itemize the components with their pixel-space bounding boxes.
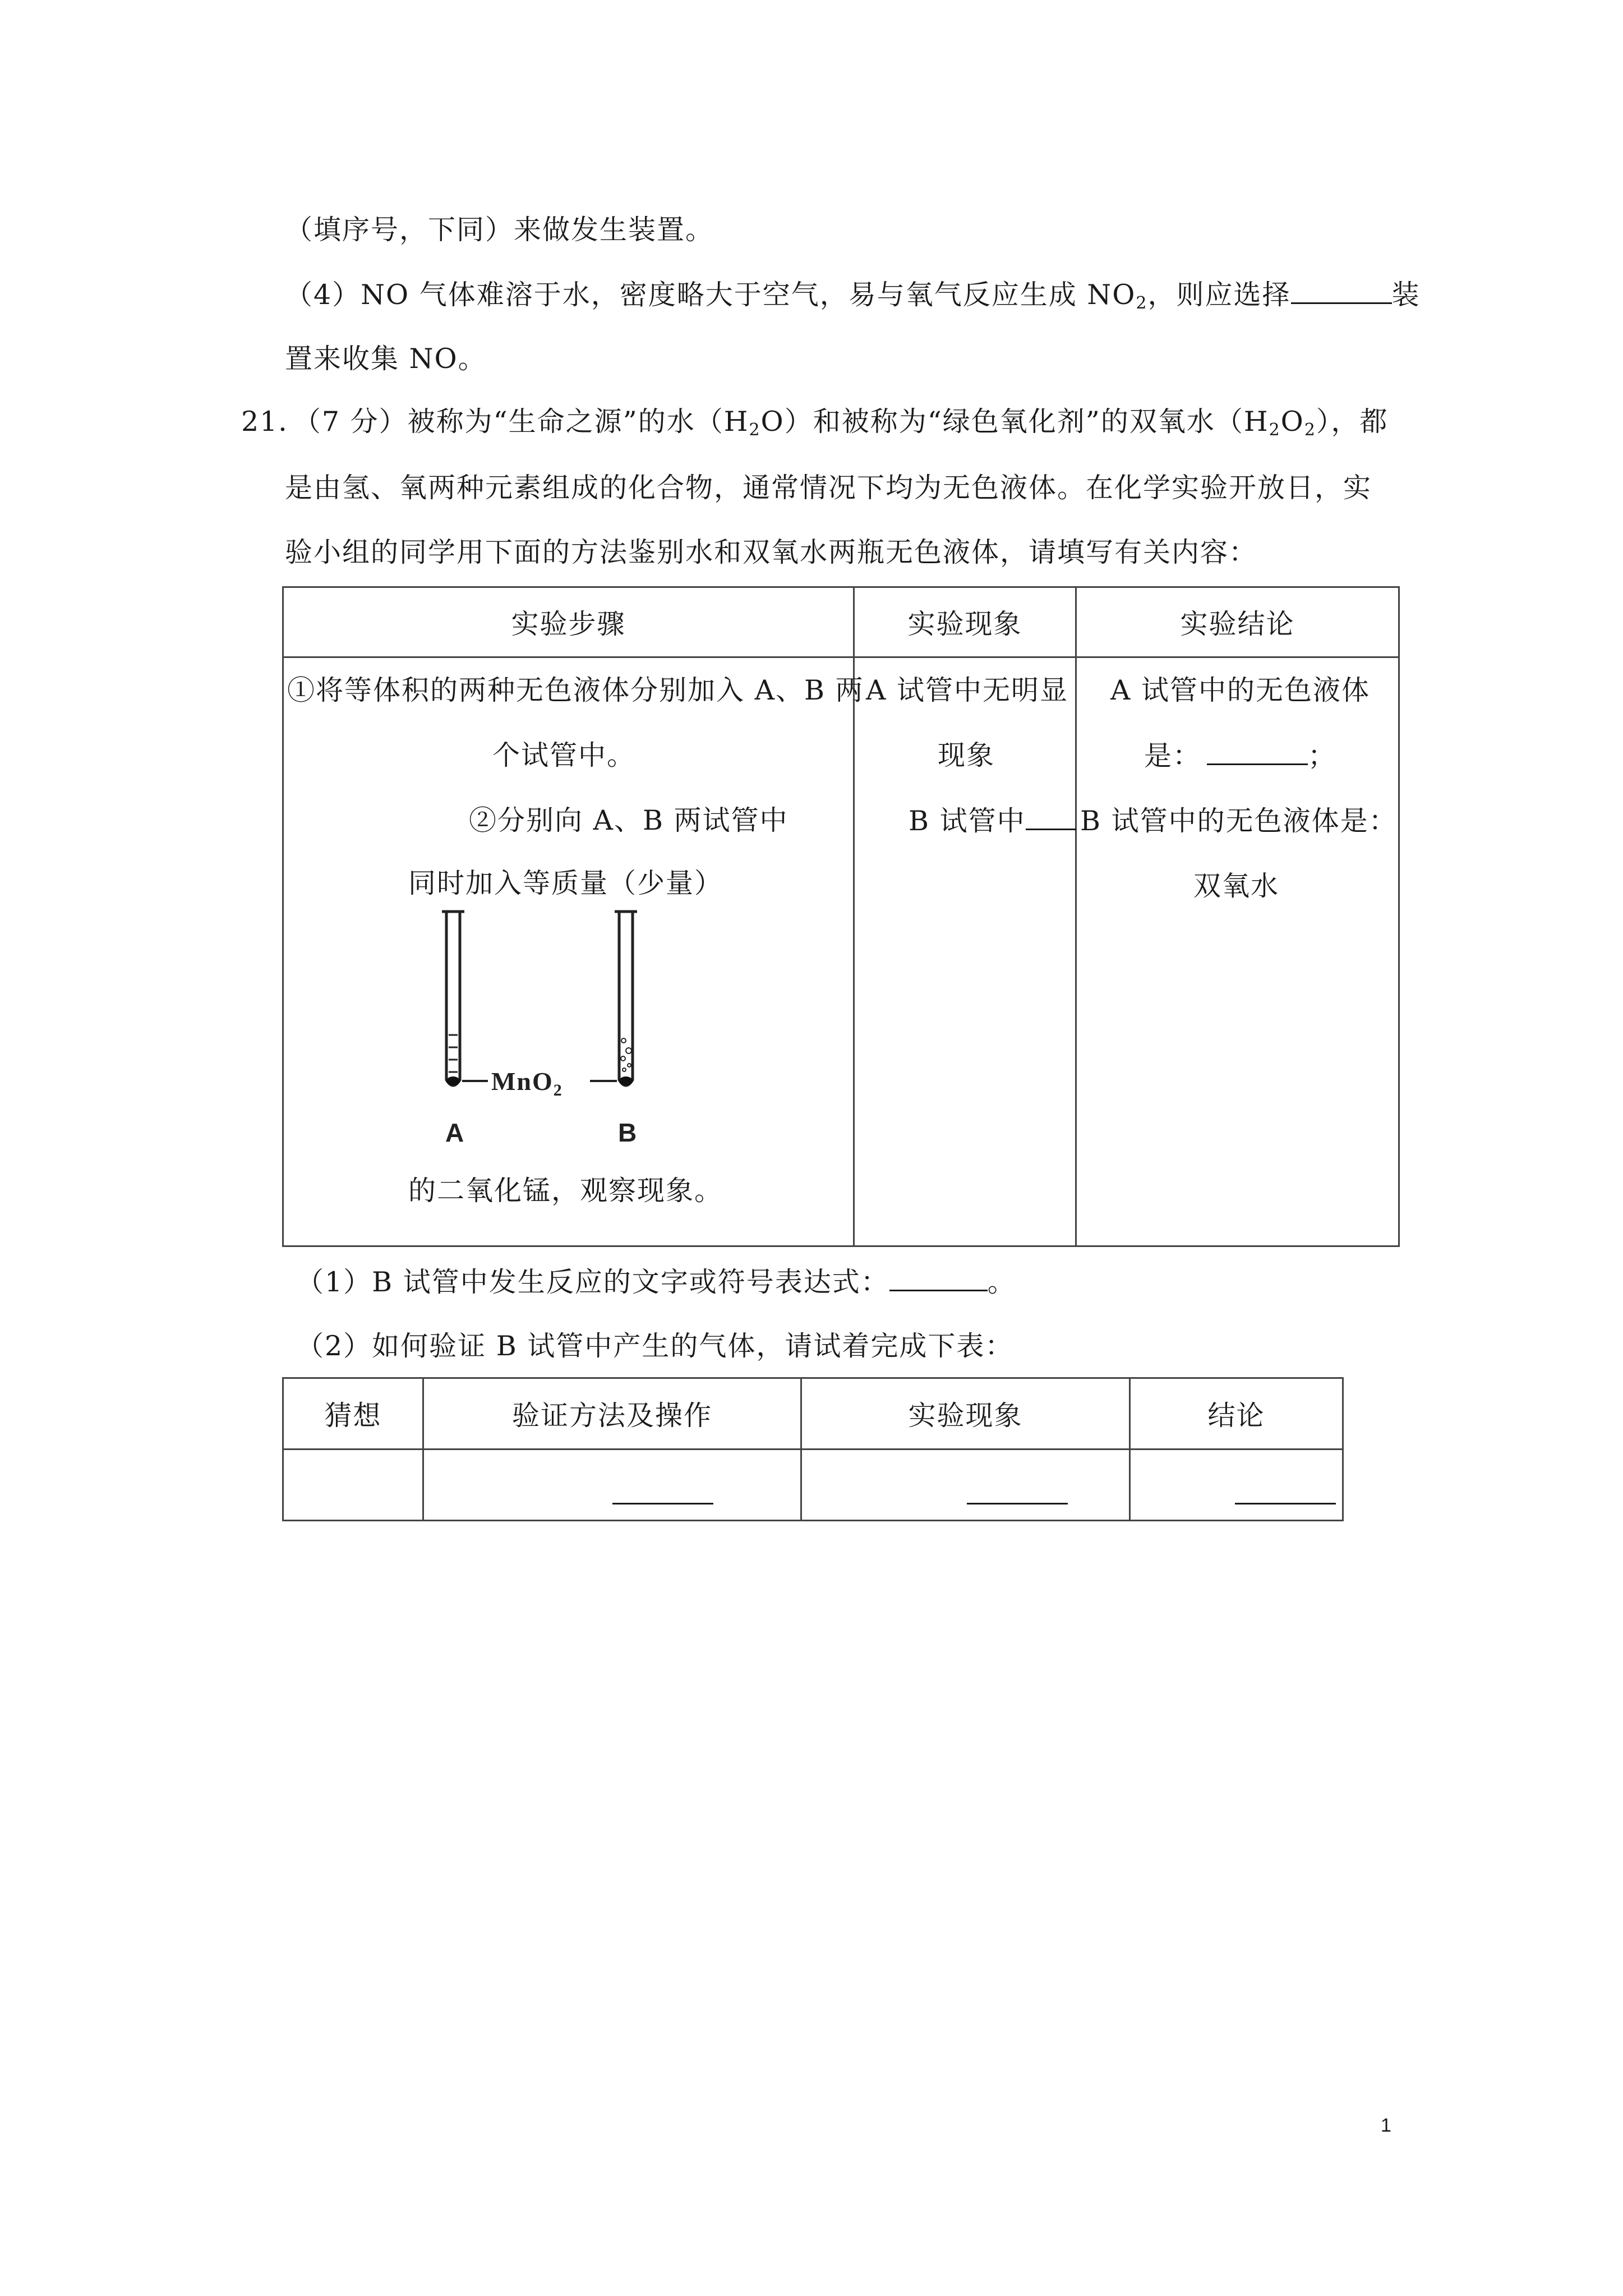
step-cell: [283, 657, 864, 1246]
tube-a-label: A: [445, 1118, 465, 1147]
question-21-text: O: [1280, 406, 1304, 438]
answer-blank[interactable]: [889, 1265, 988, 1291]
step-text-3: ②分别向 A、B 两试管中: [469, 804, 789, 836]
step-text-4: 同时加入等质量（少量）: [408, 867, 723, 899]
sub-question-2-text: （2）如何验证 B 试管中产生的气体，请试着完成下表：: [296, 1330, 1014, 1362]
table-header-row: [283, 1378, 1343, 1450]
question-4-text-line2: 置来收集 NO。: [285, 343, 487, 375]
test-tube-b-icon: [615, 912, 637, 1085]
subscript: 2: [1136, 293, 1148, 313]
answer-blank[interactable]: [1235, 1478, 1336, 1504]
sub-question-2: [296, 1329, 1013, 1363]
conclusion-cell: [1076, 657, 1399, 1246]
answer-blank[interactable]: [1207, 739, 1308, 765]
question-21-line-2: [285, 471, 1372, 505]
sub-question-1: [296, 1265, 1016, 1299]
step-text-5: 的二氧化锰，观察现象。: [408, 1175, 723, 1207]
conclusion-text-2: 是：: [1144, 740, 1202, 772]
step-text-2: 个试管中。: [492, 739, 636, 771]
test-tube-a-icon: [442, 912, 464, 1085]
question-4-line-1: [285, 278, 1421, 313]
table-row: [283, 1450, 1343, 1521]
phenomenon-cell: [854, 657, 1076, 1246]
experiment-table: [282, 586, 1400, 1247]
header-step: 实验步骤: [283, 587, 854, 657]
question-4-text-suffix: ，则应选择: [1147, 279, 1291, 311]
question-21-text: O）和被称为“绿色氧化剂”的双氧水（H: [760, 406, 1269, 438]
question-21-text: 验小组的同学用下面的方法鉴别水和双氧水两瓶无色液体，请填写有关内容：: [285, 536, 1258, 568]
conclusion-cell: [1130, 1450, 1343, 1521]
question-21-text: ），都: [1316, 406, 1389, 438]
conclusion-text-1: A 试管中的无色液体: [1110, 674, 1370, 706]
table-row: [283, 657, 1399, 1246]
conclusion-text-3: B 试管中的无色液体是：: [1080, 805, 1398, 837]
intro-line-1: [285, 213, 714, 247]
phenomenon-cell: [801, 1450, 1130, 1521]
question-21-line-3: [285, 536, 1257, 569]
answer-blank[interactable]: [967, 1478, 1068, 1504]
question-4-text: （4）NO 气体难溶于水，密度略大于空气，易与氧气反应生成 NO: [285, 279, 1136, 311]
subscript: 2: [749, 420, 761, 440]
header-method: 验证方法及操作: [423, 1378, 801, 1450]
mno2-label: MnO$_2$: [491, 1067, 563, 1099]
phenomenon-text-2: 现象: [938, 739, 995, 771]
sub-question-1-text: （1）B 试管中发生反应的文字或符号表达式：: [296, 1266, 889, 1298]
question-21-text: （7 分）被称为“生命之源”的水（H: [307, 406, 749, 438]
tube-b-label: B: [617, 1118, 638, 1147]
header-phenomenon: 实验现象: [801, 1378, 1130, 1450]
question-number: 21．: [241, 406, 307, 438]
header-conclusion: 实验结论: [1076, 587, 1399, 657]
sub-question-1-end: 。: [987, 1266, 1016, 1298]
phenomenon-text-1: A 试管中无明显: [866, 674, 1068, 706]
intro-text: （填序号，下同）来做发生装置。: [285, 214, 714, 246]
question-21-line-1: [241, 405, 1388, 439]
method-cell: [423, 1450, 801, 1521]
header-phenomenon: 实验现象: [854, 587, 1076, 657]
table-header-row: [283, 587, 1399, 657]
answer-blank[interactable]: [1026, 804, 1076, 830]
step-text-1: ①将等体积的两种无色液体分别加入 A、B 两: [287, 674, 864, 706]
question-21-text: 是由氢、氧两种元素组成的化合物，通常情况下均为无色液体。在化学实验开放日，实: [285, 472, 1372, 504]
answer-blank[interactable]: [1291, 278, 1392, 304]
answer-blank[interactable]: [612, 1478, 713, 1504]
header-conclusion: 结论: [1130, 1378, 1343, 1450]
subscript: 2: [1304, 420, 1316, 440]
conclusion-text-4: 双氧水: [1193, 870, 1280, 902]
question-4-line-2: [285, 342, 487, 376]
question-4-text-end: 装: [1391, 279, 1421, 311]
hypothesis-cell[interactable]: [283, 1450, 423, 1521]
verification-table: [282, 1377, 1344, 1521]
conclusion-semicolon: ；: [1308, 740, 1337, 772]
header-hypothesis: 猜想: [283, 1378, 423, 1450]
phenomenon-text-3: B 试管中: [909, 805, 1026, 837]
subscript: 2: [1269, 420, 1281, 440]
page-number: 1: [1381, 2115, 1391, 2136]
test-tubes-figure: [412, 906, 726, 1153]
